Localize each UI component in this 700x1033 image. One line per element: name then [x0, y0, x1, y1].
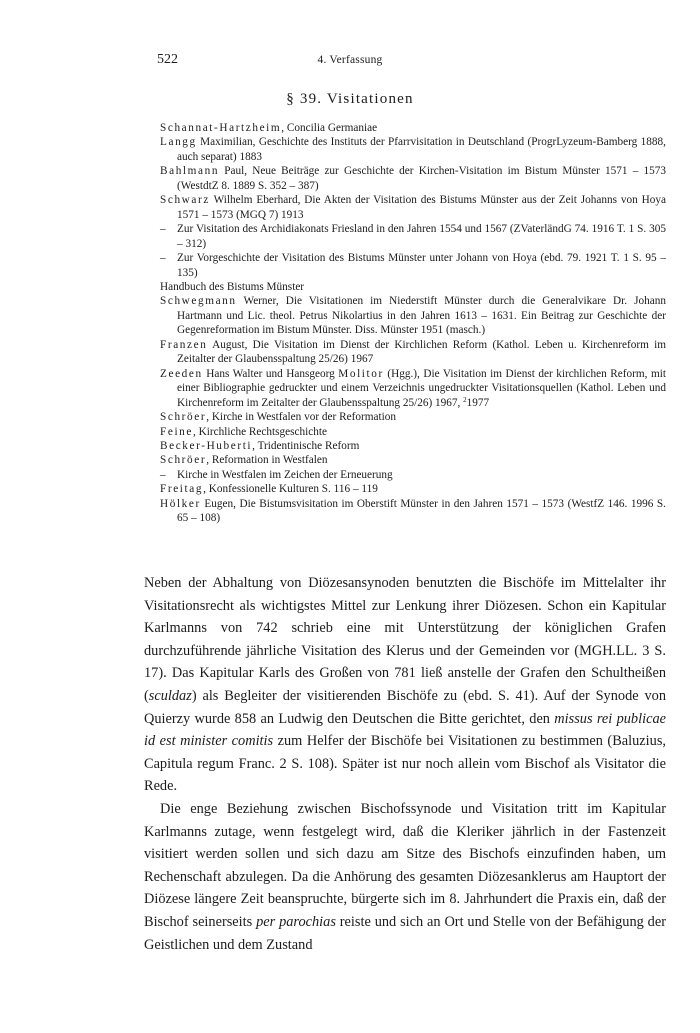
- bibliography-entry: Becker-Huberti, Tridentinische Reform: [160, 439, 360, 452]
- bibliography: [160, 121, 666, 526]
- bibliography-entry: Schröer, Kirche in Westfalen vor der Reformation: [160, 411, 396, 424]
- bibliography-entry: – Zur Visitation des Archidiakonats Friesland in den Jahren 1554 und 1567 (ZVaterländG 74. 1916 T. 1 S. 305 – 312): [160, 223, 666, 250]
- bib-author: Zeeden: [160, 367, 203, 380]
- dash-marker: –: [160, 468, 166, 481]
- bibliography-entry: Schannat-Hartzheim, Concilia Germaniae: [160, 122, 378, 134]
- body-paragraph: Neben der Abhaltung von Diözesansynoden benutzten die Bischöfe im Mittelalter ihr Visitationsrecht als wichtigstes Mittel zur Lenkung ihrer Diözesen. Schon ein Kapitular Karlmanns von 742 schrieb eine mit Unterstützung der königlichen Grafen durchzuführende jährliche Visitation des Klerus und der Gemeinden vor (MGH.LL. 3 S. 17). Das Kapitular Karls des Großen von 781 ließ anstelle der Grafen den Schultheißen (sculdaz) als Begleiter der visitierenden Bischöfe zu (ebd. S. 41). Auf der Synode von Quierzy wurde 858 an Ludwig den Deutschen die Bitte gerichtet, den missus rei publicae id est minister comitis zum Helfer der Bischöfe bei Visitationen zu bestimmen (Baluzius, Capitula regum Franc. 2 S. 108). Später ist nur noch allein vom Bischof als Visitator die Rede.: [144, 575, 666, 795]
- running-title: 4. Verfassung: [317, 54, 383, 66]
- bib-author: Feine: [160, 425, 193, 438]
- edition-superscript: 2: [463, 395, 467, 404]
- bibliography-entry: Langg Maximilian, Geschichte des Instituts der Pfarrvisitation in Deutschland (ProgrLyzeum-Bamberg 1888, auch separat) 1883: [160, 136, 666, 163]
- bibliography-entry: Feine, Kirchliche Rechtsgeschichte: [160, 425, 328, 438]
- dash-marker: –: [160, 223, 166, 236]
- bib-author: Schannat-Hartzheim: [160, 122, 282, 134]
- latin-term: per parochias: [256, 913, 336, 930]
- bib-author: Schröer: [160, 411, 207, 424]
- bibliography-entry: Hölker Eugen, Die Bistumsvisitation im Oberstift Münster in den Jahren 1571 – 1573 (WestfZ 146. 1996 S. 65 – 108): [160, 497, 666, 525]
- body-paragraph: Die enge Beziehung zwischen Bischofssynode und Visitation tritt im Kapitular Karlmanns zutage, wenn festgelegt wird, daß die Kleriker jährlich in der Fastenzeit visitiert werden sollen und sich dazu am Sitze des Bischofs einzufinden haben, um Rechenschaft abzulegen. Da die Anhörung des gesamten Diözesanklerus am Hauptort der Diözese längere Zeit beanspruchte, bürgerte sich im 8. Jahrhundert die Praxis ein, daß der Bischof seinerseits per parochias reiste und sich an Ort und Stelle von der Befähigung der Geistlichen und dem Zustand: [144, 800, 666, 953]
- bib-author: Schröer: [160, 454, 207, 467]
- bibliography-entry: Schröer, Reformation in Westfalen: [160, 454, 328, 467]
- page-header: [0, 52, 700, 68]
- bib-author: Becker-Huberti: [160, 439, 253, 452]
- dash-marker: –: [160, 252, 166, 265]
- bibliography-entry: Franzen August, Die Visitation im Dienst der Kirchlichen Reform (Kathol. Leben u. Kirchenreform im Zeitalter der Glaubensspaltung 25/26) 1967: [160, 338, 666, 366]
- bibliography-entry: Schwarz Wilhelm Eberhard, Die Akten der Visitation des Bistums Münster aus der Zeit Johanns von Hoya 1571 – 1573 (MGQ 7) 1913: [160, 194, 666, 221]
- bib-author: Freitag: [160, 483, 204, 496]
- bibliography-entry: Bahlmann Paul, Neue Beiträge zur Geschichte der Kirchen-Visitation im Bistum Münster 1571 – 1573 (WestdtZ 8. 1889 S. 352 – 387): [160, 165, 666, 192]
- bib-author: Hölker: [160, 497, 201, 510]
- section-title: § 39. Visitationen: [286, 91, 414, 107]
- bib-author: Franzen: [160, 338, 208, 351]
- body-text: [144, 572, 666, 956]
- bibliography-entry: – Zur Vorgeschichte der Visitation des Bistums Münster unter Johann von Hoya (ebd. 79. 1921 T. 1 S. 95 – 135): [160, 252, 666, 279]
- page-number: 522: [157, 52, 178, 67]
- bib-author: Molitor: [338, 367, 384, 380]
- bibliography-entry: Handbuch des Bistums Münster: [160, 280, 305, 293]
- bib-author: Langg: [160, 136, 197, 149]
- bib-author: Bahlmann: [160, 165, 220, 178]
- bibliography-entry: Schwegmann Werner, Die Visitationen im Niederstift Münster durch die Generalvikare Dr. Johann Hartmann und Lic. theol. Petrus Nikolartius in den Jahren 1613 – 1631. Ein Beitrag zur Geschichte der Gegenreformation im Bistum Münster. Diss. Münster 1951 (masch.): [160, 295, 666, 337]
- latin-term: missus rei publicae id est minister comitis: [144, 710, 666, 750]
- bibliography-entry: Zeeden Hans Walter und Hansgeorg Molitor (Hgg.), Die Visitation im Dienst der kirchlichen Reform, mit einer Bibliographie gedruckter und einem Verzeichnis ungedruckter Visitationsquellen (Kathol. Leben und Kirchenreform im Zeitalter der Glaubensspaltung 25/26) 1967, $^2$1977: [160, 367, 666, 409]
- latin-term: sculdaz: [148, 687, 192, 704]
- bib-author: Schwegmann: [160, 295, 237, 308]
- bibliography-entry: – Kirche in Westfalen im Zeichen der Erneuerung: [160, 468, 393, 481]
- bib-author: Schwarz: [160, 194, 210, 207]
- bibliography-entry: Freitag, Konfessionelle Kulturen S. 116 – 119: [160, 483, 378, 496]
